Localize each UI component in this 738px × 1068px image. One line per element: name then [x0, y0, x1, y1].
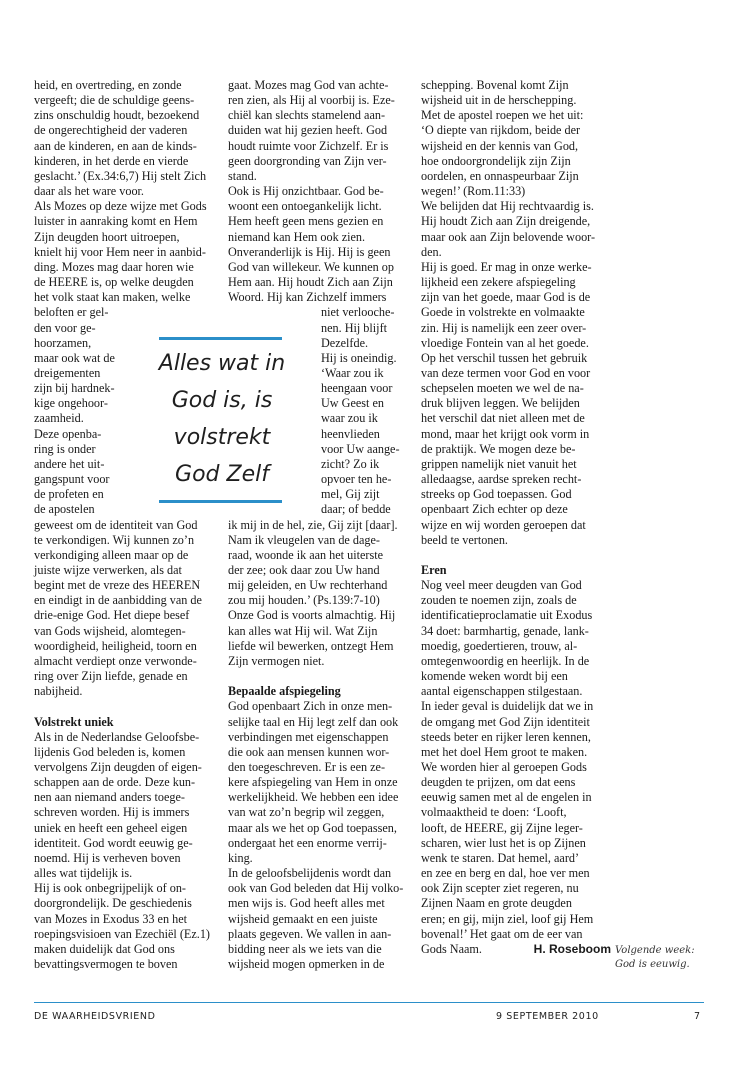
- text-line: omtegenwoordig en heerlijk. In de: [421, 653, 590, 668]
- text-line: ook van God beleden dat Hij volko-: [228, 881, 404, 896]
- col2-top: [228, 78, 418, 305]
- text-line: van Mozes in Exodus 33 en het: [34, 911, 187, 926]
- next-week-note: [615, 944, 695, 972]
- text-line: geen doorgronding van Zijn ver-: [228, 153, 387, 168]
- text-line: de praktijk. We mogen deze be-: [421, 441, 576, 456]
- pull-quote-line: God is, is volstrekt: [171, 388, 273, 450]
- text-line: hoe ondoorgrondelijk zijn Zijn: [421, 153, 571, 168]
- text-line: gaat. Mozes mag God van achte-: [228, 78, 389, 92]
- col2-section: [228, 699, 418, 972]
- text-line: ondergaat het een enorme verrij-: [228, 835, 387, 850]
- text-line: opvoer ten he-: [321, 472, 392, 487]
- heading-eren: Eren: [421, 562, 447, 577]
- footer-date: 9 SEPTEMBER 2010: [496, 1011, 599, 1022]
- next-week-topic: God is eeuwig.: [615, 959, 690, 970]
- text-line: Hij houdt Zich aan Zijn dreigende,: [421, 214, 591, 229]
- text-line: doorgrondelijk. De geschiedenis: [34, 896, 192, 911]
- text-line: wijsheid uit in de herschepping.: [421, 93, 577, 108]
- text-line: niet verlooche-: [321, 305, 395, 320]
- text-line: eeuwig samen met al de engelen in: [421, 790, 592, 805]
- text-line: wegen!’ (Rom.11:33): [421, 184, 526, 199]
- footer-rule: [34, 1002, 704, 1003]
- text-line: de apostelen: [34, 502, 95, 517]
- text-line: In de geloofsbelijdenis wordt dan: [228, 866, 392, 881]
- article-column-1: [34, 78, 230, 972]
- text-line: Nog veel meer deugden van God: [421, 578, 582, 593]
- text-line: plaats gegeven. We vallen in aan-: [228, 926, 392, 941]
- text-line: Deze openba-: [34, 426, 102, 441]
- article-column-2: [228, 78, 418, 972]
- text-line: Uw Geest en: [321, 396, 384, 411]
- col1-section: [34, 730, 230, 973]
- text-line: de HEERE is, op welke deugden: [34, 275, 194, 290]
- text-line: Zijn vermogen niet.: [228, 653, 325, 668]
- text-line: deugden te prijzen, om dat eens: [421, 775, 576, 790]
- text-line: kan alles wat Hij wil. Wat Zijn: [228, 623, 378, 638]
- text-line: identificatieproclamatie uit Exodus: [421, 608, 593, 623]
- text-line: chiël kan slechts stamelend aan-: [228, 108, 386, 123]
- text-line: den.: [421, 244, 442, 259]
- text-line: nen aan niemand anders toege-: [34, 790, 185, 805]
- text-line: liefde wil bewerken, ontzegt Hem: [228, 638, 394, 653]
- col1-bottom: [34, 518, 230, 700]
- text-line: nabijheid.: [34, 684, 83, 699]
- text-line: ring over Zijn liefde, genade en: [34, 669, 188, 684]
- text-line: men wijs is. God heeft alles met: [228, 896, 385, 911]
- text-line: heengaan voor: [321, 381, 393, 396]
- text-line: Als Mozes op deze wijze met Gods: [34, 199, 207, 214]
- text-line: raad, woonde ik aan het uiterste: [228, 547, 383, 562]
- text-line: Hij is goed. Er mag in onze werke-: [421, 259, 592, 274]
- text-line: gangspunt voor: [34, 472, 110, 487]
- text-line: woont een ontoegankelijk licht.: [228, 199, 382, 214]
- text-line: wijsheid en der kennis van God,: [421, 138, 579, 153]
- text-line: grippen namelijk niet vanuit het: [421, 456, 577, 471]
- text-line: Dezelfde.: [321, 335, 369, 350]
- text-line: almacht verdiept onze verwonde-: [34, 653, 197, 668]
- text-line: mel, Gij zijt: [321, 487, 380, 502]
- text-line: aantal eigenschappen stilgestaan.: [421, 684, 583, 699]
- text-line: die ook aan mensen kunnen wor-: [228, 744, 390, 759]
- text-line: lijkheid een zekere afspiegeling: [421, 275, 576, 290]
- text-line: nen. Hij blijft: [321, 320, 388, 335]
- text-line: God van willekeur. We kunnen op: [228, 259, 394, 274]
- author-signature: H. Roseboom: [533, 941, 611, 956]
- text-line: ring is onder: [34, 441, 96, 456]
- text-line: maar als we het op God toepassen,: [228, 820, 397, 835]
- text-line: In ieder geval is duidelijk dat we in: [421, 699, 594, 714]
- text-line: verkondiging alleen maar op de: [34, 547, 189, 562]
- text-line: looft, de HEERE, gij Zijne leger-: [421, 820, 583, 835]
- text-line: heid, en overtreding, en zonde: [34, 78, 182, 92]
- col2-bottom: [228, 518, 418, 670]
- text-line: lijdenis God beleden is, komen: [34, 744, 186, 759]
- text-line: uniek en heeft een geheel eigen: [34, 820, 188, 835]
- text-line: woordigheid, heiligheid, toorn en: [34, 638, 197, 653]
- text-line: We belijden dat Hij rechtvaardig is.: [421, 199, 594, 214]
- text-line: Zijnen Naam en grote deugden: [421, 896, 572, 911]
- text-line: zijn bij hardnek-: [34, 381, 115, 396]
- text-line: de ongerechtigheid der vaderen: [34, 123, 188, 138]
- text-line: alledaagse, aardse spreken recht-: [421, 472, 582, 487]
- text-line: noemd. Hij is verheven boven: [34, 850, 181, 865]
- text-line: roepingsvisioen van Ezechiël (Ez.1): [34, 926, 210, 941]
- text-line: Op het verschil tussen het gebruik: [421, 350, 588, 365]
- text-line: maken duidelijk dat God ons: [34, 941, 175, 956]
- col3-section: [421, 578, 611, 957]
- text-line: Als in de Nederlandse Geloofsbe-: [34, 729, 200, 744]
- text-line: selijke taal en Hij legt zelf dan ook: [228, 714, 399, 729]
- text-line: maar ook aan Zijn belovende woor-: [421, 229, 596, 244]
- heading-volstrekt-uniek: Volstrekt uniek: [34, 714, 114, 729]
- text-line: wenk te staren. Dat hemel, aard’: [421, 850, 580, 865]
- text-line: ren zien, als Hij al voorbij is. Eze-: [228, 93, 395, 108]
- text-line: van deze termen voor God en voor: [421, 365, 591, 380]
- text-line: schepselen moeten we wel de na-: [421, 381, 584, 396]
- text-line: kige ongehoor-: [34, 396, 108, 411]
- text-line: mond, maar het krijgt ook vorm in: [421, 426, 590, 441]
- text-line: Goede in volstrekte en volmaakte: [421, 305, 585, 320]
- text-line: en zee en berg en dal, hoe ver men: [421, 866, 590, 881]
- text-line: ‘Waar zou ik: [321, 365, 384, 380]
- text-line: ook Zijn scepter ziet regeren, nu: [421, 881, 579, 896]
- text-line: bevattingsvermogen te boven: [34, 957, 178, 972]
- text-line: daar; of bedde: [321, 502, 391, 517]
- text-line: Gods Naam.: [421, 941, 482, 956]
- text-line: schreven worden. Hij is immers: [34, 805, 190, 820]
- text-line: wijze en wij worden geroepen dat: [421, 517, 586, 532]
- text-line: 34 doet: barmhartig, genade, lank-: [421, 623, 589, 638]
- pull-quote-line: Alles wat in: [158, 351, 286, 376]
- text-line: te verkondigen. Wij kunnen zo’n: [34, 532, 195, 547]
- next-week-label: Volgende week:: [615, 945, 695, 956]
- text-line: identiteit. God wordt eeuwig ge-: [34, 835, 193, 850]
- text-line: kinderen, in het derde en vierde: [34, 153, 189, 168]
- text-line: voor Uw aange-: [321, 441, 400, 456]
- text-line: Nam ik vleugelen van de dage-: [228, 532, 380, 547]
- pull-quote-bottom-rule: [159, 500, 282, 503]
- text-line: verbindingen met eigenschappen: [228, 729, 389, 744]
- text-line: wijsheid gemaakt en een juiste: [228, 911, 378, 926]
- text-line: kere afspiegeling van Hem in onze: [228, 775, 398, 790]
- text-line: beloften er gel-: [34, 305, 109, 320]
- text-line: het verschil dat niet alleen met de: [421, 411, 585, 426]
- text-line: duiden wat hij gezien heeft. God: [228, 123, 388, 138]
- text-line: den voor ge-: [34, 320, 96, 335]
- text-line: vergeeft; die de schuldige geens-: [34, 93, 195, 108]
- text-line: schepping. Bovenal komt Zijn: [421, 78, 569, 92]
- text-line: niemand kan Hem ook zien.: [228, 229, 366, 244]
- text-line: en eindigt in de aanbidding van de: [34, 593, 202, 608]
- text-line: moedig, goedertieren, trouw, al-: [421, 638, 578, 653]
- footer-page-number: 7: [694, 1011, 701, 1022]
- text-line: komende weken wordt bij een: [421, 669, 568, 684]
- text-line: eren; en gij, mijn ziel, loof gij Hem: [421, 911, 594, 926]
- text-line: dreigementen: [34, 365, 101, 380]
- text-line: vloedige Fontein van al het goede.: [421, 335, 589, 350]
- pull-quote: [124, 337, 320, 503]
- text-line: ding. Mozes mag daar horen wie: [34, 259, 194, 274]
- text-line: druk blijven leggen. We belijden: [421, 396, 580, 411]
- text-line: streeks op God toepassen. God: [421, 487, 572, 502]
- text-line: zijn van het goede, maar God is de: [421, 290, 591, 305]
- text-line: Onze God is voorts almachtig. Hij: [228, 608, 396, 623]
- text-line: daar als het ware voor.: [34, 184, 144, 199]
- text-line: zouden te noemen zijn, zoals de: [421, 593, 577, 608]
- footer-publication: DE WAARHEIDSVRIEND: [34, 1011, 156, 1022]
- text-line: van wat zo’n begrip wil zeggen,: [228, 805, 385, 820]
- text-line: mij geleiden, en Uw rechterhand: [228, 578, 388, 593]
- text-line: waar zou ik: [321, 411, 378, 426]
- col3-top: [421, 78, 611, 548]
- text-line: stand.: [228, 168, 257, 183]
- text-line: alles wat tijdelijk is.: [34, 866, 133, 881]
- text-line: Met de apostel roepen we het uit:: [421, 108, 584, 123]
- text-line: steeds beter en rijker leren kennen,: [421, 729, 591, 744]
- text-line: zin. Hij is namelijk een zeer over-: [421, 320, 587, 335]
- text-line: hoorzamen,: [34, 335, 92, 350]
- text-line: van Gods wijsheid, alomtegen-: [34, 623, 186, 638]
- text-line: wijsheid mogen opmerken in de: [228, 957, 385, 972]
- text-line: bidding neer als we iets van die: [228, 941, 382, 956]
- text-line: geweest om de identiteit van God: [34, 517, 198, 532]
- text-line: knielt hij voor Hem neer in aanbid-: [34, 244, 206, 259]
- text-line: andere het uit-: [34, 456, 105, 471]
- text-line: bovenal!’ Het gaat om de eer van: [421, 926, 583, 941]
- text-line: ‘O diepte van rijkdom, beide der: [421, 123, 581, 138]
- text-line: ik mij in de hel, zie, Gij zijt [daar].: [228, 517, 398, 532]
- text-line: de omgang met God Zijn identiteit: [421, 714, 590, 729]
- text-line: heenvlieden: [321, 426, 380, 441]
- pull-quote-text: [124, 340, 320, 500]
- text-line: We worden hier al geroepen Gods: [421, 760, 587, 775]
- text-line: zou mij houden.’ (Ps.139:7-10): [228, 593, 380, 608]
- text-line: geslacht.’ (Ex.34:6,7) Hij stelt Zich: [34, 168, 207, 183]
- text-line: Onveranderlijk is Hij. Hij is geen: [228, 244, 391, 259]
- col1-top: [34, 78, 230, 305]
- text-line: luister in aanraking komt en Hem: [34, 214, 198, 229]
- text-line: maar ook wat de: [34, 350, 115, 365]
- text-line: beeld te vertonen.: [421, 532, 508, 547]
- text-line: begint met de vreze des HEEREN: [34, 578, 201, 593]
- text-line: zaamheid.: [34, 411, 84, 426]
- text-line: Hem heeft geen mens gezien en: [228, 214, 384, 229]
- text-line: scharen, wier lust het is op Zijnen: [421, 835, 586, 850]
- text-line: den toegeschreven. Er is een ze-: [228, 760, 386, 775]
- text-line: Ook is Hij onzichtbaar. God be-: [228, 184, 384, 199]
- text-line: vervolgens Zijn deugden of eigen-: [34, 760, 202, 775]
- pull-quote-line: God Zelf: [175, 462, 269, 487]
- text-line: zins onschuldig houdt, bezoekend: [34, 108, 200, 123]
- text-line: werkelijkheid. We hebben een idee: [228, 790, 399, 805]
- text-line: zicht? Zo ik: [321, 456, 380, 471]
- article-column-3: [421, 78, 611, 957]
- text-line: Woord. Hij kan Zichzelf immers: [228, 290, 387, 305]
- text-line: drie-enige God. Het diepe besef: [34, 608, 190, 623]
- text-line: met het doel Hem groot te maken.: [421, 744, 588, 759]
- text-line: schappen aan de orde. Deze kun-: [34, 775, 196, 790]
- text-line: het volk staat kan maken, welke: [34, 290, 191, 305]
- text-line: der zee; ook daar zou Uw hand: [228, 563, 380, 577]
- text-line: Hij is oneindig.: [321, 350, 397, 365]
- text-line: juiste wijze verwerken, als dat: [34, 563, 182, 577]
- text-line: openbaart Zich echter op deze: [421, 502, 568, 517]
- heading-bepaalde-afspiegeling: Bepaalde afspiegeling: [228, 684, 341, 699]
- text-line: Zijn deugden hoort uitroepen,: [34, 229, 180, 244]
- text-line: Hij is ook onbegrijpelijk of on-: [34, 881, 186, 896]
- text-line: Hem aan. Hij houdt Zich aan Zijn: [228, 275, 393, 290]
- text-line: de profeten en: [34, 487, 104, 502]
- text-line: aan de kinderen, en aan de kinds-: [34, 138, 197, 153]
- text-line: God openbaart Zich in onze men-: [228, 699, 393, 714]
- text-line: volmaaktheid te doen: ‘Looft,: [421, 805, 567, 820]
- text-line: king.: [228, 850, 253, 865]
- text-line: oordelen, en onnaspeurbaar Zijn: [421, 168, 579, 183]
- text-line: houdt ruimte voor Zichzelf. Er is: [228, 138, 389, 153]
